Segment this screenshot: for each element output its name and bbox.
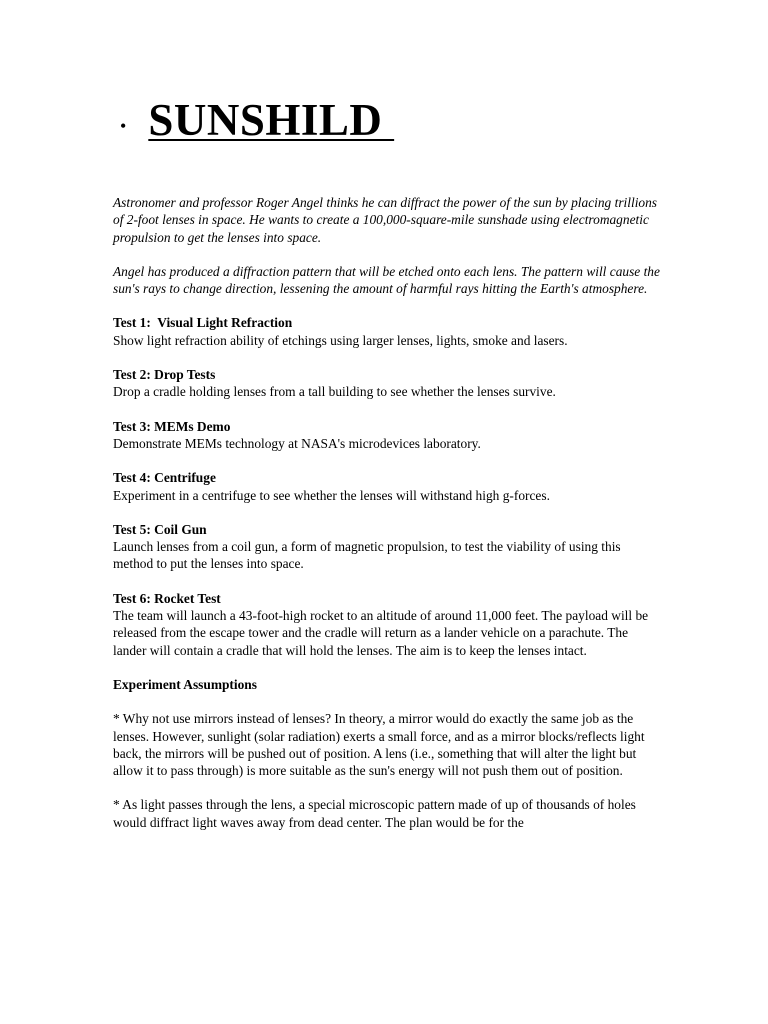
test-section [113, 521, 661, 573]
title-row [120, 92, 394, 148]
test-title: Test 2: Drop Tests [113, 367, 216, 383]
page-title: SUNSHILD [148, 95, 395, 145]
test-description: Experiment in a centrifuge to see whether the lenses will withstand high g-forces. [113, 487, 550, 503]
test-section [113, 418, 661, 453]
test-title: Test 3: MEMs Demo [113, 418, 231, 434]
test-title: Test 6: Rocket Test [113, 590, 221, 606]
test-section [113, 366, 661, 401]
test-description: Demonstrate MEMs technology at NASA's microdevices laboratory. [113, 435, 481, 451]
intro-paragraph: Angel has produced a diffraction pattern that will be etched onto each lens. The pattern will cause the sun's rays to change direction, lessening the amount of harmful rays hitting the Earth's atmosphere. [113, 263, 660, 297]
assumption-paragraph: * As light passes through the lens, a special microscopic pattern made of up of thousands of holes would diffract light waves away from dead center. The plan would be for the [113, 797, 636, 830]
assumptions-heading: Experiment Assumptions [113, 676, 257, 692]
test-title: Test 5: Coil Gun [113, 521, 207, 537]
test-section [113, 314, 661, 349]
test-description: The team will launch a 43-foot-high rocket to an altitude of around 11,000 feet. The payload will be released from the escape tower and the cradle will return as a lander vehicle on a parachute. The lander will contain a cradle that will hold the lenses. The aim is to keep the lenses intact. [113, 608, 649, 658]
test-description: Show light refraction ability of etchings using larger lenses, lights, smoke and lasers. [113, 332, 568, 348]
intro-paragraph: Astronomer and professor Roger Angel thinks he can diffract the power of the sun by placing trillions of 2-foot lenses in space. He wants to create a 100,000-square-mile sunshade using electromagnetic propulsion to get the lenses into space. [113, 195, 658, 245]
document-body [113, 194, 661, 831]
title-bullet: • [120, 115, 127, 136]
test-description: Launch lenses from a coil gun, a form of magnetic propulsion, to test the viability of using this method to put the lenses into space. [113, 539, 621, 572]
test-section [113, 469, 661, 504]
test-description: Drop a cradle holding lenses from a tall building to see whether the lenses survive. [113, 384, 556, 400]
test-section [113, 590, 661, 659]
test-title: Test 1: Visual Light Refraction [113, 315, 293, 331]
test-title: Test 4: Centrifuge [113, 470, 216, 486]
assumption-paragraph: * Why not use mirrors instead of lenses? In theory, a mirror would do exactly the same job as the lenses. However, sunlight (solar radiation) exerts a small force, and as a mirror blocks/reflects light back, the mirrors will be pushed out of position. A lens (i.e., something that will alter the light but allow it to pass through) is more suitable as the sun's energy will not push them out of position. [113, 711, 645, 779]
